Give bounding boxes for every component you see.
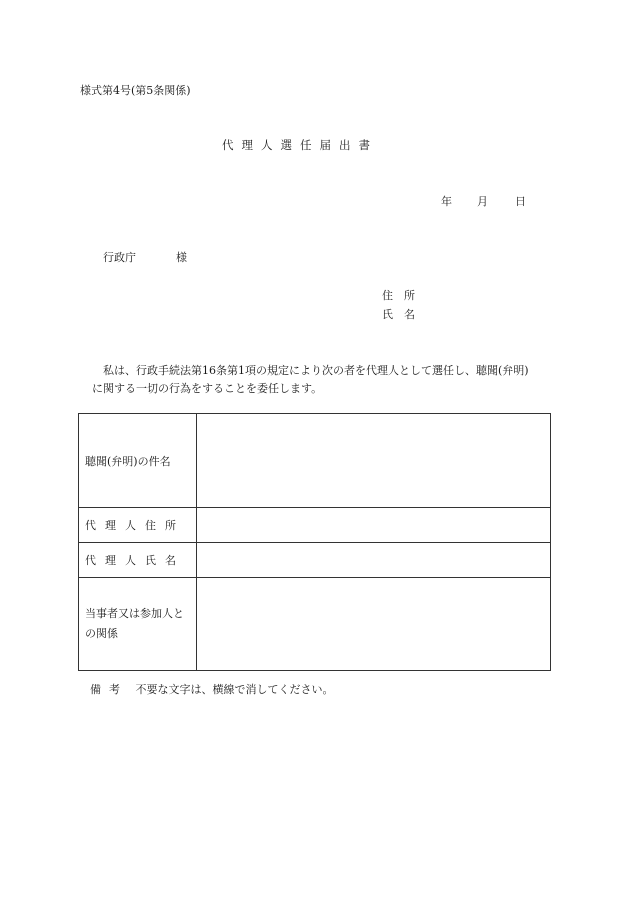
date-day-label: 日: [515, 195, 526, 208]
note: [90, 681, 334, 697]
addressee-office: 行政庁: [103, 251, 136, 264]
form-number: 様式第4号(第5条関係): [80, 84, 191, 97]
body-line-2: に関する一切の行為をすることを委任します。: [92, 382, 323, 395]
date-year-label: 年: [441, 195, 452, 208]
applicant-address-label: 住所: [382, 289, 426, 302]
date-month-label: 月: [477, 195, 488, 208]
table-row: [79, 578, 551, 671]
agent-name-field[interactable]: [197, 543, 551, 578]
relationship-field[interactable]: [197, 578, 551, 671]
document-title: 代理人選任届出書: [222, 138, 378, 152]
addressee-honorific: 様: [176, 251, 187, 264]
note-text: 不要な文字は、横線で消してください。: [135, 683, 334, 696]
hearing-subject-field[interactable]: [197, 414, 551, 508]
agent-address-label: 代理人住所: [79, 508, 197, 543]
table-row: [79, 508, 551, 543]
addressee: [103, 249, 187, 265]
table-row: [79, 414, 551, 508]
body-line-1: 私は、行政手続法第16条第1項の規定により次の者を代理人として選任し、聴聞(弁明): [103, 364, 529, 377]
agent-address-field[interactable]: [197, 508, 551, 543]
body-text: [92, 362, 529, 398]
relationship-label: 当事者又は参加人との関係: [79, 578, 197, 671]
hearing-subject-label: 聴聞(弁明)の件名: [79, 414, 197, 508]
delegation-table: [78, 413, 551, 671]
applicant-block: [382, 286, 426, 324]
note-label: 備考: [90, 683, 128, 696]
table-row: [79, 543, 551, 578]
applicant-name-label: 氏名: [382, 308, 426, 321]
date-row: [441, 193, 526, 209]
agent-name-label: 代理人氏名: [79, 543, 197, 578]
